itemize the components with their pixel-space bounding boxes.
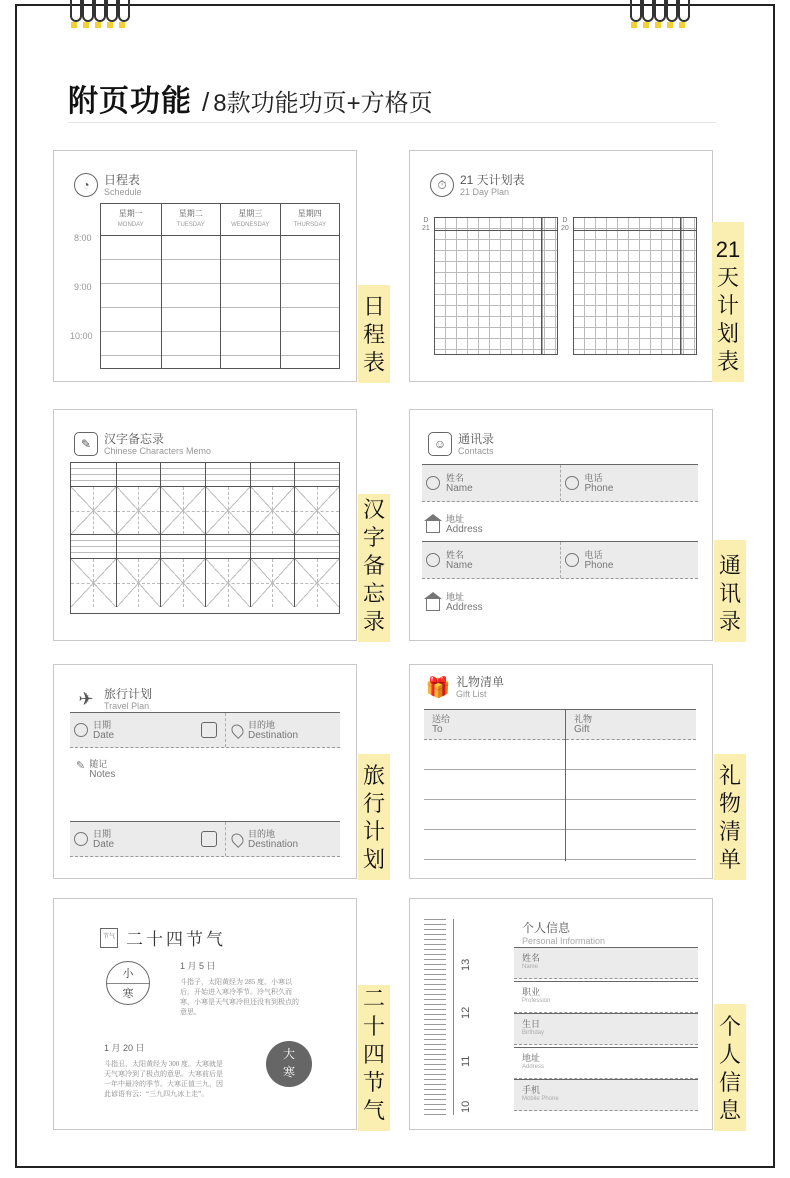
field-label-en: Date bbox=[93, 838, 115, 850]
field-label: 日期 bbox=[93, 719, 112, 730]
tag-solar-terms bbox=[358, 985, 390, 1131]
time-label: 10:00 bbox=[70, 331, 93, 341]
solar-title bbox=[100, 925, 226, 950]
tag-char: 旅 bbox=[362, 763, 385, 788]
card-21-day-plan bbox=[409, 150, 713, 382]
field-label-en: Name bbox=[446, 559, 473, 571]
field-label-en: Phone bbox=[584, 559, 614, 571]
day-label: 星期四 bbox=[297, 209, 322, 218]
column-header: 礼物 bbox=[574, 714, 593, 724]
binder-rings-right bbox=[630, 0, 686, 30]
checkbox[interactable] bbox=[201, 722, 217, 738]
term-description: 斗指子，太阳黄经为 285 度。小寒以后，开始进入寒冷季节。冷气积久而寒，小寒是天气寒冷但还没有到极点的意思。 bbox=[180, 978, 299, 1016]
card-header bbox=[428, 432, 494, 457]
clock-icon bbox=[74, 723, 88, 737]
tag-char: 日 bbox=[362, 294, 385, 319]
term-date: 1 月 20 日 bbox=[104, 1043, 145, 1053]
ring-icon bbox=[654, 0, 662, 28]
card-title: 礼物清单 bbox=[456, 675, 505, 689]
field-label-en: Notes bbox=[89, 769, 116, 780]
plan-day-letter: D bbox=[423, 217, 429, 224]
card-title: 汉字备忘录 bbox=[104, 432, 165, 446]
checkbox[interactable] bbox=[201, 831, 217, 847]
tag-21-day-plan bbox=[712, 222, 744, 382]
card-subtitle: Chinese Characters Memo bbox=[104, 446, 212, 456]
badge-char: 大 bbox=[282, 1047, 295, 1061]
tag-char: 字 bbox=[362, 525, 385, 550]
gift-column-to bbox=[424, 710, 565, 861]
ring-icon bbox=[642, 0, 650, 28]
house-icon bbox=[426, 599, 440, 611]
card-solar-terms bbox=[53, 898, 357, 1130]
tag-contacts bbox=[714, 540, 746, 642]
ring-icon bbox=[70, 0, 78, 28]
tag-char: 天 bbox=[716, 265, 739, 290]
seal-char: 寒 bbox=[122, 988, 134, 1000]
ruler-number: 12 bbox=[460, 1006, 472, 1019]
card-title: 21 天计划表 bbox=[460, 173, 525, 187]
tag-char: 录 bbox=[718, 609, 741, 634]
title-subtitle: 8款功能功页+方格页 bbox=[213, 90, 433, 117]
card-subtitle: Gift List bbox=[456, 689, 487, 699]
ring-icon bbox=[106, 0, 114, 28]
field-label: 姓名 bbox=[522, 953, 541, 963]
card-title: 旅行计划 bbox=[104, 687, 153, 701]
field-label: 职业 bbox=[522, 987, 541, 997]
ruler-number: 10 bbox=[460, 1100, 472, 1113]
column-header: 送给 bbox=[432, 714, 451, 724]
plan-day-letter: D bbox=[562, 217, 568, 224]
location-pin-icon bbox=[229, 831, 246, 848]
phone-icon bbox=[565, 476, 579, 490]
tag-char: 礼 bbox=[718, 763, 741, 788]
title-divider bbox=[68, 122, 716, 123]
schedule-grid bbox=[100, 203, 340, 369]
day-column bbox=[280, 204, 340, 368]
clock-icon bbox=[74, 832, 88, 846]
title-separator: / bbox=[202, 87, 210, 117]
gift-icon: 🎁 bbox=[425, 676, 451, 699]
ring-icon bbox=[666, 0, 674, 28]
address-book-icon: ☺ bbox=[428, 432, 452, 456]
tag-travel-plan bbox=[358, 754, 390, 880]
term-date: 1 月 5 日 bbox=[180, 961, 216, 971]
tag-char: 通 bbox=[718, 553, 741, 578]
gift-table bbox=[424, 709, 696, 861]
tag-char: 个 bbox=[718, 1014, 741, 1039]
card-contacts bbox=[409, 409, 713, 641]
badge-char: 寒 bbox=[282, 1065, 295, 1079]
field-label: 电话 bbox=[584, 549, 603, 560]
ruler bbox=[424, 919, 454, 1115]
travel-row bbox=[70, 821, 340, 857]
field-label: 目的地 bbox=[248, 828, 276, 839]
plan-day-number: 21 bbox=[422, 225, 430, 232]
card-subtitle: Personal Information bbox=[522, 936, 606, 946]
head-profile-icon: ◔ bbox=[74, 173, 98, 197]
binder-rings-left bbox=[70, 0, 126, 30]
card-gift-list bbox=[409, 664, 713, 879]
day-label: 星期二 bbox=[178, 209, 203, 218]
day-label: 星期一 bbox=[118, 209, 143, 218]
tag-char: 讯 bbox=[718, 581, 741, 606]
airplane-icon: ✈ bbox=[78, 688, 94, 709]
info-row bbox=[514, 1013, 698, 1045]
time-label: 9:00 bbox=[74, 282, 92, 292]
card-title: 日程表 bbox=[104, 173, 141, 187]
tag-char: 二 bbox=[362, 986, 385, 1011]
tag-char: 气 bbox=[362, 1098, 385, 1123]
field-label-en: Destination bbox=[248, 838, 299, 850]
contact-row bbox=[422, 541, 698, 579]
gift-column-gift bbox=[565, 710, 696, 861]
plan-day-marker bbox=[561, 217, 569, 233]
house-icon bbox=[426, 521, 440, 533]
day-column bbox=[220, 204, 280, 368]
address-field bbox=[426, 514, 483, 535]
card-header bbox=[426, 675, 504, 700]
card-subtitle: Travel Plan bbox=[104, 701, 150, 711]
tag-char: 物 bbox=[718, 791, 741, 816]
day-label-en: THURSDAY bbox=[293, 222, 327, 228]
info-row bbox=[514, 981, 698, 1013]
field-label-en: Phone bbox=[584, 482, 614, 494]
info-row bbox=[514, 947, 698, 979]
location-pin-icon bbox=[229, 722, 246, 739]
term-seal-xiaohan bbox=[106, 961, 150, 1005]
column-header-en: To bbox=[432, 724, 443, 735]
day-column bbox=[101, 204, 161, 368]
tag-char: 21 bbox=[715, 237, 741, 262]
ring-icon bbox=[630, 0, 638, 28]
field-label-en: Address bbox=[446, 524, 483, 535]
calendar-icon: 节气 bbox=[100, 928, 118, 948]
term-description: 斗指丑，太阳黄经为 300 度。大寒就是天气寒冷到了极点的意思。大寒前后是一年中最冷的季节。大寒正值三九，因此谚语有云：“三九四九冰上走”。 bbox=[104, 1060, 223, 1098]
card-header bbox=[74, 432, 211, 457]
field-label-en: Address bbox=[522, 1064, 545, 1070]
tag-char: 清 bbox=[718, 819, 741, 844]
tag-char: 汉 bbox=[362, 497, 385, 522]
tag-char: 计 bbox=[362, 819, 385, 844]
field-label: 日期 bbox=[93, 828, 112, 839]
field-label-en: Birthday bbox=[522, 1030, 545, 1036]
card-hanzi-memo bbox=[53, 409, 357, 641]
field-label: 手机 bbox=[522, 1085, 541, 1095]
card-header bbox=[430, 173, 525, 198]
tag-char: 划 bbox=[716, 321, 739, 346]
ring-icon bbox=[82, 0, 90, 28]
ring-icon bbox=[678, 0, 686, 28]
day-label-en: MONDAY bbox=[117, 222, 144, 228]
plan-grid bbox=[573, 217, 697, 355]
day-label: 星期三 bbox=[238, 209, 263, 218]
tag-char: 息 bbox=[718, 1098, 741, 1123]
plan-day-number: 20 bbox=[561, 225, 569, 232]
day-column bbox=[161, 204, 221, 368]
contact-row bbox=[422, 464, 698, 502]
tag-char: 单 bbox=[718, 847, 741, 872]
card-subtitle: Contacts bbox=[458, 446, 494, 456]
ring-icon bbox=[118, 0, 126, 28]
tag-char: 人 bbox=[718, 1042, 741, 1067]
tag-char: 表 bbox=[362, 350, 385, 375]
tag-schedule bbox=[358, 285, 390, 383]
tag-char: 备 bbox=[362, 553, 385, 578]
field-label: 目的地 bbox=[248, 719, 276, 730]
plan-grid bbox=[434, 217, 558, 355]
personal-header bbox=[522, 919, 605, 946]
plan-grid-header bbox=[434, 217, 558, 231]
tag-char: 节 bbox=[362, 1070, 385, 1095]
tag-char: 录 bbox=[362, 609, 385, 634]
title-main: 附页功能 bbox=[68, 85, 192, 118]
card-header bbox=[74, 173, 142, 198]
ruler-number: 13 bbox=[460, 958, 472, 971]
travel-row bbox=[70, 712, 340, 748]
card-schedule bbox=[53, 150, 357, 382]
field-label: 电话 bbox=[584, 472, 603, 483]
tag-char: 程 bbox=[362, 322, 385, 347]
field-label: 地址 bbox=[446, 592, 465, 602]
field-label-en: Destination bbox=[248, 729, 299, 741]
hanzi-grid bbox=[70, 462, 340, 614]
term-badge-dahan bbox=[266, 1041, 312, 1087]
card-subtitle: Schedule bbox=[104, 187, 142, 197]
time-label: 8:00 bbox=[74, 233, 92, 243]
plan-grid-header bbox=[573, 217, 697, 231]
field-label-en: Name bbox=[446, 482, 473, 494]
tag-char: 计 bbox=[716, 293, 739, 318]
day-label-en: TUESDAY bbox=[176, 222, 205, 228]
field-label-en: Name bbox=[522, 964, 539, 970]
field-label-en: Date bbox=[93, 729, 115, 741]
field-label: 姓名 bbox=[446, 472, 465, 483]
tag-char: 信 bbox=[718, 1070, 741, 1095]
day-label-en: WEDNESDAY bbox=[231, 222, 270, 228]
tag-char: 四 bbox=[362, 1042, 385, 1067]
person-icon bbox=[426, 553, 440, 567]
person-icon bbox=[426, 476, 440, 490]
card-personal-info bbox=[409, 898, 713, 1130]
field-label-en: Profession bbox=[522, 998, 551, 1004]
tag-char: 表 bbox=[716, 349, 739, 374]
stopwatch-icon: ⏱ bbox=[430, 173, 454, 197]
card-travel-plan bbox=[53, 664, 357, 879]
info-row bbox=[514, 1079, 698, 1111]
card-subtitle: 21 Day Plan bbox=[460, 187, 510, 197]
tag-char: 行 bbox=[362, 791, 385, 816]
field-label: 生日 bbox=[522, 1019, 541, 1029]
page-title bbox=[68, 76, 433, 120]
card-title: 通讯录 bbox=[458, 432, 495, 446]
notes-field bbox=[76, 759, 115, 780]
note-pencil-icon: ✎ bbox=[74, 432, 98, 456]
info-row bbox=[514, 1047, 698, 1079]
field-label: 地址 bbox=[446, 514, 465, 524]
tag-char: 十 bbox=[362, 1014, 385, 1039]
field-label: 随记 bbox=[89, 759, 108, 769]
tag-char: 忘 bbox=[362, 581, 385, 606]
column-header-en: Gift bbox=[574, 724, 590, 735]
pencil-icon: ✎ bbox=[76, 760, 86, 772]
field-label-en: Address bbox=[446, 602, 483, 613]
phone-icon bbox=[565, 553, 579, 567]
tag-char: 划 bbox=[362, 847, 385, 872]
card-header bbox=[74, 687, 152, 712]
field-label: 地址 bbox=[522, 1053, 541, 1063]
ruler-number: 11 bbox=[460, 1055, 472, 1067]
solar-title-text: 二十四节气 bbox=[126, 930, 226, 949]
address-field bbox=[426, 592, 483, 613]
tag-hanzi-memo bbox=[358, 494, 390, 642]
field-label: 姓名 bbox=[446, 549, 465, 560]
tag-personal-info bbox=[714, 1004, 746, 1131]
tag-gift-list bbox=[714, 754, 746, 880]
plan-day-marker bbox=[422, 217, 430, 233]
field-label-en: Mobile Phone bbox=[522, 1096, 559, 1102]
ring-icon bbox=[94, 0, 102, 28]
seal-char: 小 bbox=[122, 968, 134, 980]
card-title: 个人信息 bbox=[522, 921, 571, 935]
